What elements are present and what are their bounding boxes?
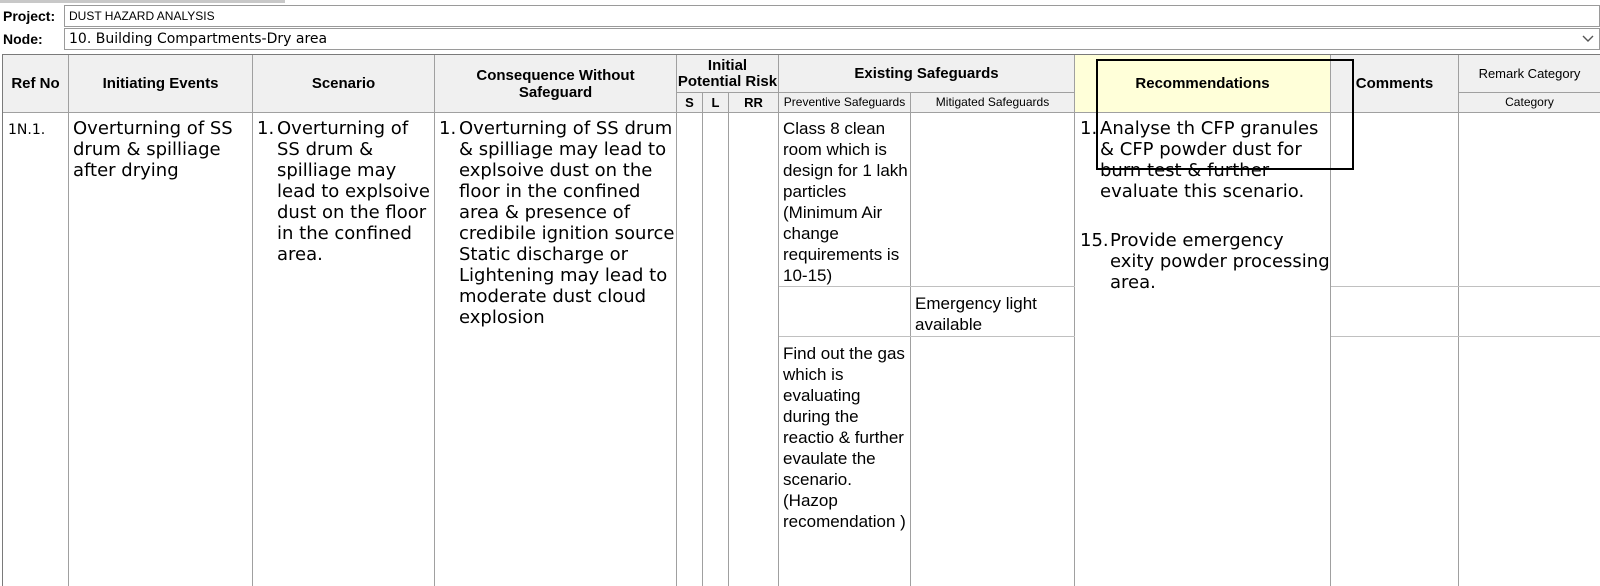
col-divider — [702, 113, 703, 586]
col-remark-category[interactable] — [1459, 55, 1600, 93]
col-consequence[interactable] — [435, 55, 677, 113]
col-divider — [1330, 113, 1331, 586]
top-border — [0, 0, 285, 3]
col-initiating-events[interactable] — [69, 55, 253, 113]
project-field[interactable] — [64, 5, 1600, 27]
worksheet-grid — [2, 54, 1600, 586]
col-divider — [676, 113, 677, 586]
col-divider — [434, 113, 435, 586]
node-label: Node: — [3, 31, 43, 47]
col-divider — [728, 113, 729, 586]
preventive-safeguard-2[interactable]: Find out the gas which is evaluating during the reactio & further evaulate the scenario. (Hazop recomendation ) — [783, 344, 906, 531]
node-value: 10. Building Compartments-Dry area — [69, 31, 328, 47]
col-existing-safeguards[interactable] — [779, 55, 1075, 93]
scenario-text: Overturning of SS drum & spilliage may lead to explsoive dust on the floor in the confined area. — [277, 118, 430, 265]
col-ref-no-label: Ref No — [11, 75, 60, 92]
consequence-cell[interactable] — [439, 118, 675, 328]
col-rr[interactable] — [729, 93, 779, 113]
col-divider — [910, 113, 911, 586]
col-divider — [1074, 113, 1075, 586]
project-value: DUST HAZARD ANALYSIS — [69, 9, 215, 23]
col-rr-label: RR — [744, 95, 763, 110]
col-consequence-label: Consequence Without Safeguard — [476, 66, 635, 101]
node-select[interactable] — [64, 28, 1600, 50]
recommendation-2[interactable] — [1080, 230, 1330, 293]
consequence-number: 1. — [439, 118, 457, 139]
mitigated-safeguard-1[interactable]: Emergency light available — [915, 294, 1037, 334]
recommendation-1-number: 1. — [1080, 118, 1098, 139]
col-mitigated[interactable] — [911, 93, 1075, 113]
col-preventive[interactable] — [779, 93, 911, 113]
recommendation-2-number: 15. — [1080, 230, 1109, 251]
col-scenario[interactable] — [253, 55, 435, 113]
col-scenario-label: Scenario — [311, 75, 376, 92]
consequence-text: Overturning of SS drum & spilliage may lead to explsoive dust on the floor in the confined area & presence of credibile ignition source Static discharge or Lightening may lead to moderate dust cloud explosion — [459, 118, 675, 328]
chevron-down-icon[interactable] — [1579, 29, 1597, 49]
col-remark-category-label: Remark Category — [1478, 66, 1581, 81]
initiating-event-cell[interactable]: Overturning of SS drum & spilliage after drying — [73, 118, 233, 181]
node-row — [0, 28, 328, 50]
col-divider — [1458, 113, 1459, 586]
row-divider — [1331, 336, 1600, 337]
col-initial-risk-label: Initial Potential Risk — [677, 56, 778, 90]
project-label: Project: — [3, 8, 56, 24]
col-l-label: L — [711, 95, 720, 110]
ref-no-cell[interactable]: 1N.1. — [8, 122, 46, 138]
project-row — [0, 5, 215, 27]
col-comments-label: Comments — [1355, 75, 1434, 92]
recommendation-2-text: Provide emergency exity powder processing area. — [1110, 230, 1330, 293]
col-category[interactable] — [1459, 93, 1600, 113]
col-ref-no[interactable] — [3, 55, 69, 113]
col-existing-safeguards-label: Existing Safeguards — [854, 65, 999, 82]
col-s-label: S — [685, 95, 694, 110]
col-preventive-label: Preventive Safeguards — [783, 95, 906, 109]
col-divider — [778, 113, 779, 586]
row-divider — [779, 286, 1075, 287]
selected-cell-outline — [1096, 59, 1354, 170]
row-divider — [779, 336, 1075, 337]
preventive-safeguard-1[interactable]: Class 8 clean room which is design for 1 lakh particles (Minimum Air change requirements is 10-15) — [783, 119, 908, 285]
col-category-label: Category — [1505, 95, 1554, 109]
col-divider — [68, 113, 69, 586]
recommendation-1-text: Analyse th CFP granules & CFP powder dust for burn test & further evaluate this scenario. — [1100, 118, 1319, 202]
scenario-cell[interactable] — [257, 118, 433, 265]
col-divider — [252, 113, 253, 586]
col-s[interactable] — [677, 93, 703, 113]
col-initiating-events-label: Initiating Events — [102, 75, 219, 92]
col-recommendations-label: Recommendations — [1135, 75, 1270, 92]
row-divider — [1331, 286, 1600, 287]
col-initial-risk[interactable] — [677, 55, 779, 93]
col-mitigated-label: Mitigated Safeguards — [935, 95, 1050, 109]
col-l[interactable] — [703, 93, 729, 113]
scenario-number: 1. — [257, 118, 275, 139]
